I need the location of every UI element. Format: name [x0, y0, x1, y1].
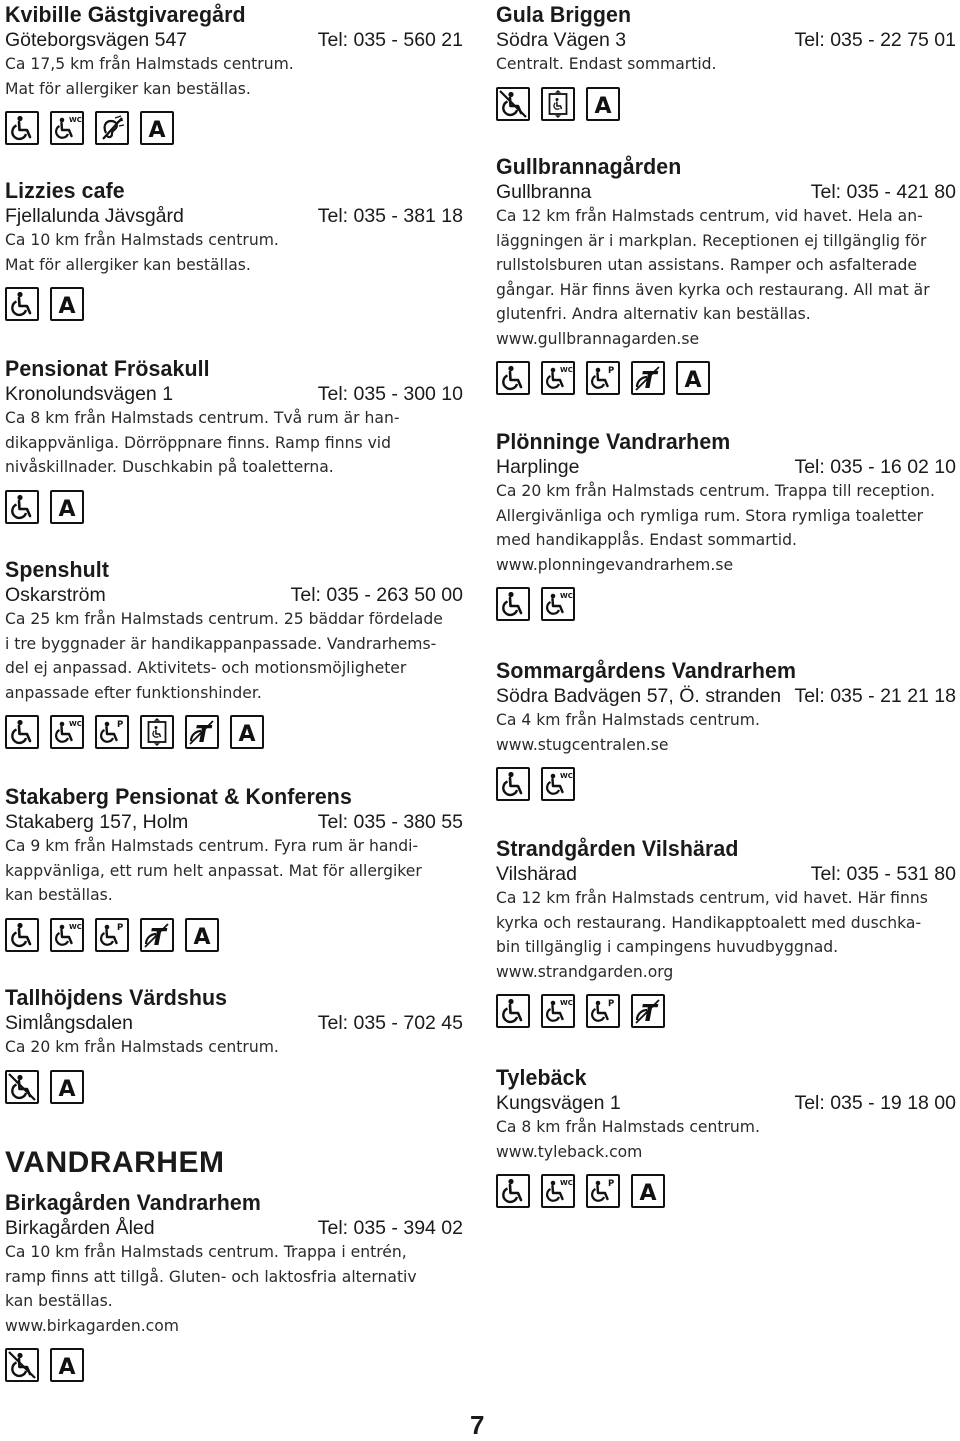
website-link[interactable]: www.birkagarden.com: [5, 1316, 179, 1335]
wheelchair-parking-icon: [586, 1174, 620, 1208]
elevator-icon: [541, 87, 575, 121]
wheelchair-toilet-icon: [50, 918, 84, 952]
listing-name: Lizzies cafe: [5, 178, 125, 203]
elevator-icon: [140, 715, 174, 749]
allergy-icon: [140, 111, 174, 145]
wheelchair-icon: [5, 111, 39, 145]
description-line: glutenfri. Andra alternativ kan beställas.: [496, 305, 811, 323]
accessibility-icons: [5, 287, 463, 321]
wheelchair-icon: [496, 994, 530, 1028]
svg-text:WC: WC: [560, 999, 573, 1007]
accessibility-icons: [496, 1174, 956, 1208]
listing-phone: Tel: 035 - 22 75 01: [794, 29, 956, 51]
svg-text:T: T: [641, 1001, 657, 1026]
description-line: Mat för allergiker kan beställas.: [5, 79, 251, 98]
website-link[interactable]: www.tyleback.com: [496, 1142, 643, 1161]
listing-address: Kungsvägen 1: [496, 1092, 621, 1114]
accessibility-icons: [5, 111, 463, 145]
listing-entry: [496, 429, 956, 621]
listing-entry: [496, 836, 956, 1028]
hearing-loop-icon: [95, 111, 129, 145]
website-link[interactable]: www.strandgarden.org: [496, 962, 674, 981]
listing-address: Birkagården Åled: [5, 1217, 155, 1239]
description-line: Ca 12 km från Halmstads centrum, vid havet. Här finns: [496, 889, 928, 907]
listing-address: Simlångsdalen: [5, 1012, 133, 1034]
description-line: Centralt. Endast sommartid.: [496, 55, 717, 73]
svg-text:A: A: [639, 1181, 657, 1206]
listing-address: Södra Badvägen 57, Ö. stranden: [496, 685, 782, 707]
accessibility-icons: [5, 1348, 463, 1382]
listing-name: Plönninge Vandrarhem: [496, 429, 731, 454]
svg-text:A: A: [58, 1355, 76, 1380]
wheelchair-icon: [496, 361, 530, 395]
page-number: 7: [470, 1410, 485, 1440]
description-line: Ca 8 km från Halmstads centrum. Två rum är han-: [5, 409, 400, 427]
svg-text:T: T: [195, 722, 211, 747]
address-row: [496, 684, 956, 708]
description-line: Ca 12 km från Halmstads centrum, vid havet. Hela an-: [496, 207, 923, 225]
listing-name: Pensionat Frösakull: [5, 356, 210, 381]
svg-text:P: P: [608, 999, 615, 1009]
wheelchair-toilet-icon: [541, 767, 575, 801]
allergy-icon: [50, 1070, 84, 1104]
listing-entry: [5, 1190, 463, 1382]
listing-entry: [5, 356, 463, 524]
description-line: Allergivänliga och rymliga rum. Stora rymliga toaletter: [496, 506, 924, 525]
description-line: dikappvänliga. Dörröppnare finns. Ramp finns vid: [5, 433, 392, 452]
accessibility-icons: [496, 361, 956, 395]
listing-phone: Tel: 035 - 531 80: [810, 863, 956, 885]
svg-text:P: P: [117, 720, 124, 730]
wheelchair-parking-icon: [586, 994, 620, 1028]
svg-text:P: P: [608, 1179, 615, 1189]
wheelchair-icon: [5, 918, 39, 952]
listing-address: Kronolundsvägen 1: [5, 383, 174, 405]
listing-entry: [5, 985, 463, 1104]
allergy-icon: [676, 361, 710, 395]
listing-address: Gullbranna: [496, 181, 592, 203]
svg-text:WC: WC: [560, 366, 573, 374]
allergy-icon: [50, 287, 84, 321]
wheelchair-toilet-icon: [541, 1174, 575, 1208]
listing-entry: [496, 1065, 956, 1208]
listing-phone: Tel: 035 - 19 18 00: [794, 1092, 956, 1114]
wheelchair-parking-icon: [586, 361, 620, 395]
svg-text:T: T: [150, 924, 166, 950]
wheelchair-toilet-icon: [50, 111, 84, 145]
listing-phone: Tel: 035 - 421 80: [810, 181, 956, 203]
allergy-icon: [185, 918, 219, 952]
section-heading: VANDRARHEM: [5, 1146, 225, 1179]
description-line: Ca 9 km från Halmstads centrum. Fyra rum är handi-: [5, 837, 419, 855]
description-line: kyrka och restaurang. Handikapptoalett med duschka-: [496, 913, 922, 932]
svg-text:A: A: [58, 294, 76, 319]
description-line: nivåskillnader. Duschkabin på toaletterna.: [5, 458, 334, 476]
svg-text:A: A: [594, 93, 612, 119]
limited-access-icon: [5, 1348, 39, 1382]
listing-phone: Tel: 035 - 16 02 10: [794, 456, 956, 478]
address-row: [5, 583, 463, 607]
description-line: läggningen är i markplan. Receptionen ej tillgänglig för: [496, 231, 927, 250]
svg-text:A: A: [148, 118, 166, 143]
address-row: [5, 1216, 463, 1240]
listing-address: Fjellalunda Jävsgård: [5, 205, 184, 227]
svg-text:T: T: [641, 368, 657, 393]
wheelchair-icon: [496, 587, 530, 621]
listing-name: Stakaberg Pensionat & Konferens: [5, 784, 352, 809]
limited-access-icon: [496, 87, 530, 121]
listing-name: Tallhöjdens Värdshus: [5, 985, 228, 1010]
svg-text:A: A: [58, 1076, 76, 1102]
description-line: del ej anpassad. Aktivitets- och motionsmöjligheter: [5, 659, 407, 677]
svg-text:WC: WC: [560, 592, 573, 600]
svg-text:WC: WC: [560, 772, 573, 780]
wheelchair-toilet-icon: [541, 361, 575, 395]
address-row: [5, 28, 463, 52]
address-row: [496, 862, 956, 886]
listing-entry: [5, 784, 463, 952]
description-line: Ca 17,5 km från Halmstads centrum.: [5, 55, 294, 73]
text-phone-icon: [185, 715, 219, 749]
listing-phone: Tel: 035 - 21 21 18: [794, 685, 956, 707]
description-line: Ca 10 km från Halmstads centrum.: [5, 231, 279, 249]
allergy-icon: [631, 1174, 665, 1208]
listing-phone: Tel: 035 - 702 45: [317, 1012, 463, 1034]
listing-address: Göteborgsvägen 547: [5, 29, 188, 51]
listing-address: Oskarström: [5, 584, 106, 606]
listing-address: Vilshärad: [496, 863, 577, 885]
listing-entry: [5, 2, 463, 145]
svg-text:A: A: [238, 722, 256, 747]
svg-text:P: P: [117, 922, 124, 933]
website-link[interactable]: www.gullbrannagarden.se: [496, 329, 700, 348]
listing-address: Stakaberg 157, Holm: [5, 811, 189, 833]
accessibility-icons: [5, 918, 463, 952]
listing-phone: Tel: 035 - 381 18: [317, 205, 463, 227]
description-line: Ca 10 km från Halmstads centrum. Trappa i entrén,: [5, 1243, 407, 1261]
svg-text:WC: WC: [69, 922, 82, 931]
address-row: [496, 180, 956, 204]
description-line: Mat för allergiker kan beställas.: [5, 255, 251, 274]
address-row: [496, 455, 956, 479]
text-phone-icon: [631, 361, 665, 395]
description-line: kappvänliga, ett rum helt anpassat. Mat för allergiker: [5, 861, 422, 880]
description-line: anpassade efter funktionshinder.: [5, 683, 262, 702]
allergy-icon: [586, 87, 620, 121]
svg-text:A: A: [193, 924, 211, 950]
website-link[interactable]: www.plonningevandrarhem.se: [496, 555, 734, 574]
allergy-icon: [50, 1348, 84, 1382]
description-line: med handikapplås. Endast sommartid.: [496, 531, 797, 549]
description-line: i tre byggnader är handikappanpassade. Vandrarhems-: [5, 634, 437, 653]
wheelchair-icon: [496, 1174, 530, 1208]
description-line: kan beställas.: [5, 1292, 113, 1310]
svg-text:A: A: [58, 496, 76, 522]
wheelchair-parking-icon: [95, 715, 129, 749]
listing-phone: Tel: 035 - 394 02: [317, 1217, 463, 1239]
listing-phone: Tel: 035 - 263 50 00: [290, 584, 463, 606]
allergy-icon: [50, 490, 84, 524]
accessibility-icons: [496, 767, 956, 801]
listing-name: Spenshult: [5, 557, 110, 582]
listing-entry: [496, 2, 956, 121]
listing-name: Sommargårdens Vandrarhem: [496, 658, 797, 683]
listing-entry: [496, 658, 956, 801]
svg-text:WC: WC: [69, 116, 82, 124]
wheelchair-icon: [496, 767, 530, 801]
listing-phone: Tel: 035 - 560 21: [317, 29, 463, 51]
accessibility-icons: [5, 715, 463, 749]
listing-name: Gula Briggen: [496, 2, 632, 27]
listing-entry: [5, 557, 463, 749]
wheelchair-toilet-icon: [541, 994, 575, 1028]
wheelchair-toilet-icon: [541, 587, 575, 621]
listing-name: Strandgården Vilshärad: [496, 836, 739, 861]
description-line: Ca 4 km från Halmstads centrum.: [496, 711, 760, 729]
svg-text:A: A: [684, 368, 702, 393]
svg-text:WC: WC: [69, 720, 82, 728]
description-line: Ca 20 km från Halmstads centrum.: [5, 1038, 279, 1056]
text-phone-icon: [631, 994, 665, 1028]
address-row: [5, 810, 463, 834]
svg-text:WC: WC: [560, 1179, 573, 1187]
listing-name: Tylebäck: [496, 1065, 587, 1090]
wheelchair-icon: [5, 287, 39, 321]
description-line: kan beställas.: [5, 886, 113, 904]
description-line: ramp finns att tillgå. Gluten- och laktosfria alternativ: [5, 1267, 417, 1286]
website-link[interactable]: www.stugcentralen.se: [496, 735, 669, 754]
wheelchair-icon: [5, 490, 39, 524]
description-line: Ca 20 km från Halmstads centrum. Trappa till reception.: [496, 482, 935, 500]
address-row: [496, 28, 956, 52]
listing-address: Södra Vägen 3: [496, 29, 627, 51]
allergy-icon: [230, 715, 264, 749]
wheelchair-toilet-icon: [50, 715, 84, 749]
address-row: [5, 382, 463, 406]
description-line: gångar. Här finns även kyrka och restaurang. All mat är: [496, 280, 930, 299]
address-row: [5, 1011, 463, 1035]
limited-access-icon: [5, 1070, 39, 1104]
accessibility-icons: [496, 587, 956, 621]
description-line: rullstolsburen utan assistans. Ramper och asfalterade: [496, 256, 918, 274]
description-line: Ca 8 km från Halmstads centrum.: [496, 1118, 760, 1136]
address-row: [5, 204, 463, 228]
accessibility-icons: [496, 994, 956, 1028]
listing-phone: Tel: 035 - 380 55: [317, 811, 463, 833]
listing-name: Kvibille Gästgivaregård: [5, 2, 246, 27]
listing-phone: Tel: 035 - 300 10: [317, 383, 463, 405]
description-line: Ca 25 km från Halmstads centrum. 25 bäddar fördelade: [5, 610, 443, 628]
svg-text:P: P: [608, 366, 615, 376]
description-line: bin tillgänglig i campingens huvudbyggnad.: [496, 938, 839, 956]
listing-name: Gullbrannagården: [496, 154, 682, 179]
accessibility-icons: [5, 490, 463, 524]
listing-name: Birkagården Vandrarhem: [5, 1190, 261, 1215]
listing-entry: [496, 154, 956, 395]
listing-entry: [5, 178, 463, 321]
wheelchair-icon: [5, 715, 39, 749]
accessibility-icons: [5, 1070, 463, 1104]
listing-address: Harplinge: [496, 456, 580, 478]
address-row: [496, 1091, 956, 1115]
accessibility-icons: [496, 87, 956, 121]
text-phone-icon: [140, 918, 174, 952]
wheelchair-parking-icon: [95, 918, 129, 952]
